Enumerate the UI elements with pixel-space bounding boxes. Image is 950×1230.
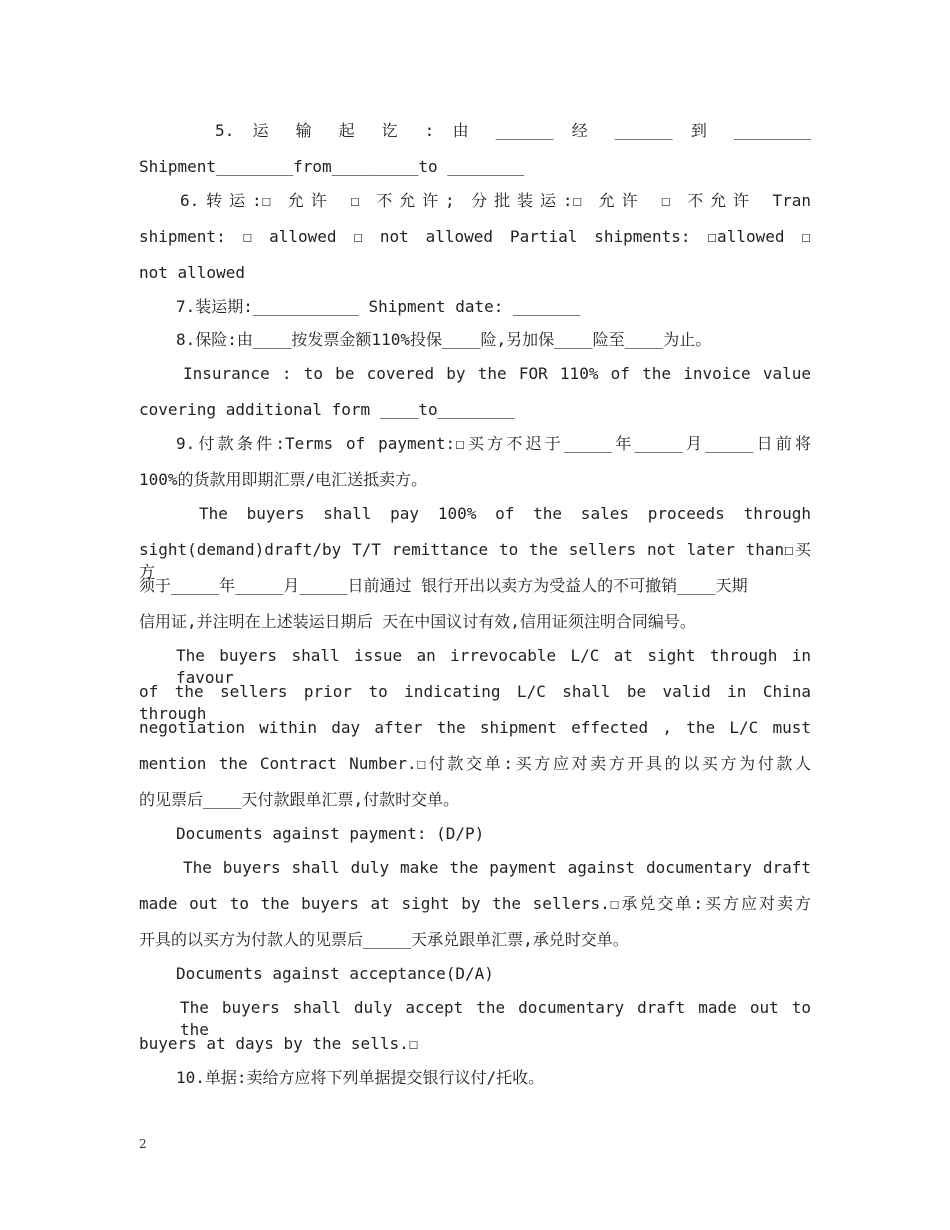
clause-9-line-1: 9.付款条件:Terms of payment:☐买方不迟于_____年_____月_____日前将 [176,434,811,453]
clause-7-line-1: 7.装运期:___________ Shipment date: _______ [176,297,581,316]
clause-9-line-16: Documents against acceptance(D/A) [176,964,494,983]
clause-9-line-2: 100%的货款用即期汇票/电汇送抵卖方。 [139,470,428,489]
clause-9-line-11: 的见票后____天付款跟单汇票,付款时交单。 [139,790,460,809]
clause-5-line-1: 5. 运 输 起 讫 : 由 ______ 经 ______ 到 ________ [215,121,811,140]
clause-9-line-10: mention the Contract Number.☐付款交单:买方应对卖方开具的以买方为付款人 [139,754,811,773]
clause-9-line-5: 须于_____年_____月_____日前通过 银行开出以卖方为受益人的不可撤销____天期 [139,576,748,595]
clause-9-line-8: of the sellers prior to indicating L/C shall be valid in China through [139,682,811,723]
clause-8-line-1: 8.保险:由____按发票金额110%投保____险,另加保____险至____为止。 [176,330,712,349]
clause-10-line-1: 10.单据:卖给方应将下列单据提交银行议付/托收。 [176,1068,545,1087]
clause-8-line-2: Insurance : to be covered by the FOR 110% of the invoice value [183,364,811,383]
clause-9-line-12: Documents against payment: (D/P) [176,824,485,843]
clause-9-line-7: The buyers shall issue an irrevocable L/C at sight through in favour [176,646,811,687]
clause-9-line-3: The buyers shall pay 100% of the sales proceeds through [199,504,811,523]
clause-6-line-3: not allowed [139,263,245,282]
clause-9-line-4: sight(demand)draft/by T/T remittance to the sellers not later than☐买方 [139,540,811,581]
clause-9-line-18: buyers at days by the sells.☐ [139,1034,419,1053]
clause-6-line-1: 6.转运:☐ 允许 ☐ 不允许; 分批装运:☐ 允许 ☐ 不允许 Tran [180,191,811,210]
page-number: 2 [139,1137,147,1151]
clause-9-line-17: The buyers shall duly accept the documentary draft made out to the [180,998,811,1039]
clause-5-line-2: Shipment________from_________to ________ [139,157,525,176]
clause-9-line-13: The buyers shall duly make the payment against documentary draft [183,858,811,877]
clause-8-line-3: covering additional form ____to________ [139,400,515,419]
clause-9-line-14: made out to the buyers at sight by the sellers.☐承兑交单:买方应对卖方 [139,894,811,913]
clause-6-line-2: shipment: ☐ allowed ☐ not allowed Partial shipments: ☐allowed ☐ [139,227,811,246]
clause-9-line-6: 信用证,并注明在上述装运日期后 天在中国议讨有效,信用证须注明合同编号。 [139,612,696,631]
clause-9-line-15: 开具的以买方为付款人的见票后_____天承兑跟单汇票,承兑时交单。 [139,930,629,949]
clause-9-line-9: negotiation within day after the shipment effected , the L/C must [139,718,811,737]
